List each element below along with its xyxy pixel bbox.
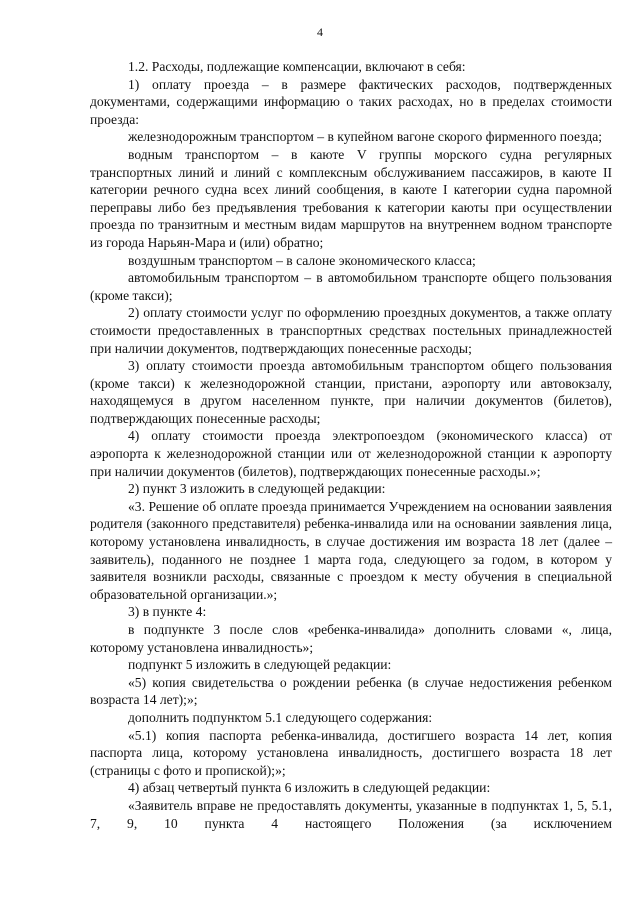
paragraph-item-4-train-fare: 4) оплату стоимости проезда электропоездом (экономического класса) от аэропорта к железнодорожной станции или от железнодорожной станции к аэропорту при наличии документов (билетов), подтверждающих понесенные расходы.»; bbox=[90, 428, 612, 479]
paragraph-1-2-heading: 1.2. Расходы, подлежащие компенсации, включают в себя: bbox=[128, 59, 466, 74]
paragraph-subpoint-5-1-add: дополнить подпунктом 5.1 следующего содержания: bbox=[128, 709, 433, 725]
paragraph-railway-transport: железнодорожным транспортом – в купейном вагоне скорого фирменного поезда; bbox=[128, 129, 603, 145]
paragraph-point-6-text: «Заявитель вправе не предоставлять документы, указанные в подпунктах 1, 5, 5.1, 7, 9, 10 пункта 4 настоящего Положения (за исключением bbox=[90, 797, 612, 831]
paragraph-road-transport: автомобильным транспортом – в автомобильном транспорте общего пользования (кроме такси); bbox=[90, 270, 612, 303]
page-number: 4 bbox=[317, 25, 323, 39]
paragraph-air-transport: воздушным транспортом – в салоне экономического класса; bbox=[128, 252, 476, 268]
paragraph-subpoint-5-1-text: «5.1) копия паспорта ребенка-инвалида, достигшего возраста 14 лет, копия паспорта лица, которому установлена инвалидность, достигшего возраста 18 лет (страницы с фото и пропиской);»; bbox=[90, 727, 612, 778]
paragraph-amend-point-6: 4) абзац четвертый пункта 6 изложить в следующей редакции: bbox=[128, 780, 491, 796]
paragraph-subpoint-5-text: «5) копия свидетельства о рождении ребенка (в случае недостижения ребенком возраста 14 лет);»; bbox=[90, 674, 612, 708]
paragraph-subpoint-5-amend: подпункт 5 изложить в следующей редакции: bbox=[128, 657, 392, 673]
document-body bbox=[90, 58, 612, 832]
paragraph-amend-point-4: 3) в пункте 4: bbox=[128, 604, 207, 620]
paragraph-item-2-services: 2) оплату стоимости услуг по оформлению проездных документов, а также оплату стоимости предоставленных в транспортных средствах постельных принадлежностей при наличии документов, подтверждающих понесенные расходы; bbox=[90, 305, 612, 356]
paragraph-item-3-bus-fare: 3) оплату стоимости проезда автомобильным транспортом общего пользования (кроме такси) к железнодорожной станции, пристани, аэропорту или автовокзалу, находящемуся в другом населенном пункте, при наличии документов (билетов), подтверждающих понесенные расходы; bbox=[90, 358, 612, 426]
paragraph-subpoint-3-addition: в подпункте 3 после слов «ребенка-инвалида» дополнить словами «, лица, которому установлена инвалидность»; bbox=[90, 622, 612, 655]
paragraph-water-transport: водным транспортом – в каюте V группы морского судна регулярных транспортных линий и линий с комплексным обслуживанием пассажиров, в каюте II категории речного судна всех линий сообщения, в каюте I категории судна паромной переправы либо без предъявления требования к категории каюты при осуществлении проезда по транзитным и местным видам маршрутов на внутреннем водном транспорте из города Нарьян-Мара и (или) обратно; bbox=[90, 146, 612, 250]
paragraph-amend-point-3: 2) пункт 3 изложить в следующей редакции: bbox=[128, 481, 386, 497]
paragraph-item-1-travel-payment: 1) оплату проезда – в размере фактических расходов, подтвержденных документами, содержащими информацию о таких расходах, но в пределах стоимости проезда: bbox=[90, 76, 612, 127]
paragraph-point-3-text: «3. Решение об оплате проезда принимается Учреждением на основании заявления родителя (законного представителя) ребенка-инвалида или на основании заявления лица, которому установлена инвалидность, в случае достижения им возраста 18 лет (далее – заявитель), поданного не позднее 1 марта года, следующего за годом, в котором у заявителя возникли расходы, связанные с проездом к месту обучения в специальной образовательной организации.»; bbox=[90, 498, 612, 602]
